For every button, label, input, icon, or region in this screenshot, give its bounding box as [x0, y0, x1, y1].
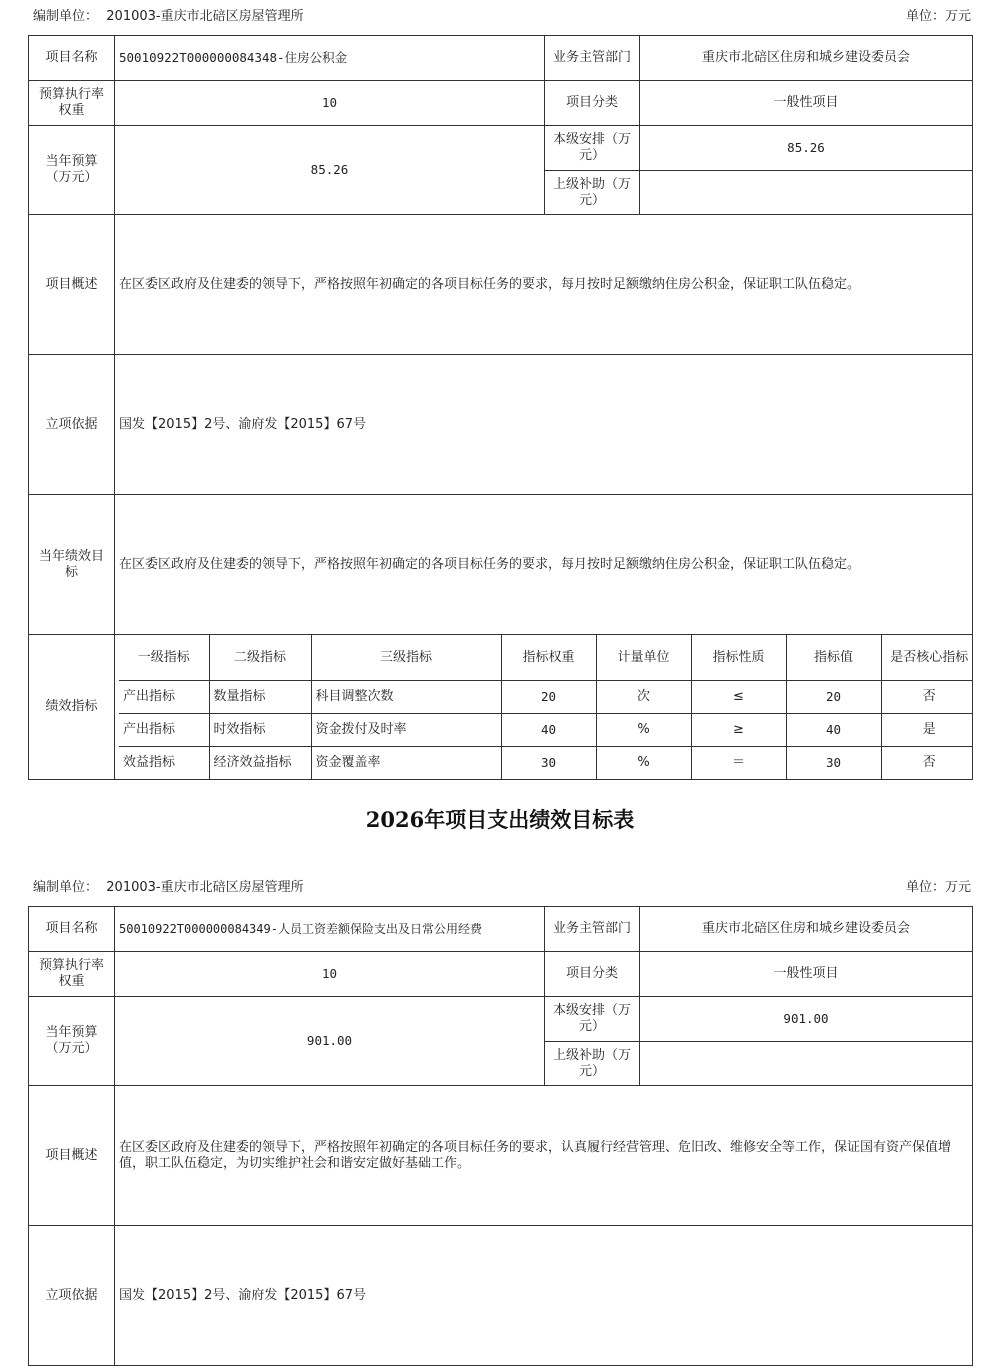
indicator-header: 指标权重 — [501, 635, 596, 680]
label-overview: 项目概述 — [29, 215, 115, 355]
label-weight: 预算执行率权重 — [29, 81, 115, 126]
indicator-cell: 30 — [501, 746, 596, 779]
section1-table — [28, 35, 973, 780]
section1-header — [29, 5, 971, 23]
indicator-cell: % — [596, 746, 691, 779]
indicator-cell: ＝ — [691, 746, 786, 779]
indicator-cell: 资金拨付及时率 — [311, 713, 501, 746]
label-overview: 项目概述 — [29, 1086, 115, 1226]
label-budget: 当年预算（万元） — [29, 126, 115, 215]
project-name-value: 50010922T000000084349-人员工资差额保险支出及日常公用经费 — [115, 907, 545, 952]
dept-value: 重庆市北碚区住房和城乡建设委员会 — [640, 36, 973, 81]
section2-header — [29, 876, 971, 894]
indicator-header: 是否核心指标 — [881, 635, 973, 680]
label-category: 项目分类 — [545, 81, 640, 126]
indicator-cell: 20 — [786, 680, 881, 713]
label-dept: 业务主管部门 — [545, 36, 640, 81]
indicators-table — [119, 635, 973, 779]
this-level-value: 85.26 — [640, 126, 973, 171]
currency-unit: 单位：万元 — [905, 9, 971, 24]
label-dept: 业务主管部门 — [545, 907, 640, 952]
budget-value: 901.00 — [115, 997, 545, 1086]
label-basis: 立项依据 — [29, 1226, 115, 1366]
indicator-header: 三级指标 — [311, 635, 501, 680]
label-upper: 上级补助（万元） — [545, 1042, 640, 1086]
label-goal: 当年绩效目标 — [29, 495, 115, 635]
indicator-row — [119, 680, 973, 713]
indicator-header: 二级指标 — [209, 635, 311, 680]
basis-value: 国发【2015】2号、渝府发【2015】67号 — [115, 355, 973, 495]
indicator-cell: ≥ — [691, 713, 786, 746]
label-project-name: 项目名称 — [29, 36, 115, 81]
label-this-level: 本级安排（万元） — [545, 126, 640, 171]
indicator-cell: 产出指标 — [119, 713, 209, 746]
upper-value — [640, 1042, 973, 1086]
label-basis: 立项依据 — [29, 355, 115, 495]
label-indicators: 绩效指标 — [29, 635, 115, 780]
org-unit: 编制单位： 201003-重庆市北碚区房屋管理所 — [33, 880, 304, 895]
indicator-cell: 否 — [881, 746, 973, 779]
indicator-cell: 30 — [786, 746, 881, 779]
category-value: 一般性项目 — [640, 952, 973, 997]
dept-value: 重庆市北碚区住房和城乡建设委员会 — [640, 907, 973, 952]
indicator-cell: 数量指标 — [209, 680, 311, 713]
indicator-header: 计量单位 — [596, 635, 691, 680]
label-upper: 上级补助（万元） — [545, 171, 640, 215]
budget-value: 85.26 — [115, 126, 545, 215]
indicator-cell: 是 — [881, 713, 973, 746]
goal-value: 在区委区政府及住建委的领导下，严格按照年初确定的各项目标任务的要求，每月按时足额缴纳住房公积金，保证职工队伍稳定。 — [115, 495, 973, 635]
indicator-cell: 经济效益指标 — [209, 746, 311, 779]
indicator-cell: 科目调整次数 — [311, 680, 501, 713]
currency-unit: 单位：万元 — [905, 880, 971, 895]
indicator-cell: 产出指标 — [119, 680, 209, 713]
indicators-cell — [115, 635, 973, 780]
label-this-level: 本级安排（万元） — [545, 997, 640, 1042]
this-level-value: 901.00 — [640, 997, 973, 1042]
indicator-cell: % — [596, 713, 691, 746]
category-value: 一般性项目 — [640, 81, 973, 126]
section2-table — [28, 906, 973, 1366]
org-unit: 编制单位： 201003-重庆市北碚区房屋管理所 — [33, 9, 304, 24]
indicator-cell: 40 — [501, 713, 596, 746]
indicator-header: 一级指标 — [119, 635, 209, 680]
page-title: 2026年项目支出绩效目标表 — [365, 807, 635, 832]
indicator-cell: ≤ — [691, 680, 786, 713]
label-category: 项目分类 — [545, 952, 640, 997]
label-budget: 当年预算（万元） — [29, 997, 115, 1086]
overview-value: 在区委区政府及住建委的领导下，严格按照年初确定的各项目标任务的要求，每月按时足额缴纳住房公积金，保证职工队伍稳定。 — [115, 215, 973, 355]
indicator-cell: 资金覆盖率 — [311, 746, 501, 779]
project-name-value: 50010922T000000084348-住房公积金 — [115, 36, 545, 81]
indicator-row — [119, 713, 973, 746]
indicator-cell: 40 — [786, 713, 881, 746]
upper-value — [640, 171, 973, 215]
label-weight: 预算执行率权重 — [29, 952, 115, 997]
indicator-cell: 效益指标 — [119, 746, 209, 779]
indicator-header: 指标值 — [786, 635, 881, 680]
indicator-header: 指标性质 — [691, 635, 786, 680]
indicator-cell: 20 — [501, 680, 596, 713]
weight-value: 10 — [115, 952, 545, 997]
weight-value: 10 — [115, 81, 545, 126]
indicator-row — [119, 746, 973, 779]
indicator-cell: 否 — [881, 680, 973, 713]
overview-value: 在区委区政府及住建委的领导下，严格按照年初确定的各项目标任务的要求，认真履行经营管理、危旧改、维修安全等工作，保证国有资产保值增值，职工队伍稳定，为切实维护社会和谐安定做好基础工作。 — [115, 1086, 973, 1226]
label-project-name: 项目名称 — [29, 907, 115, 952]
indicator-cell: 次 — [596, 680, 691, 713]
indicator-cell: 时效指标 — [209, 713, 311, 746]
basis-value: 国发【2015】2号、渝府发【2015】67号 — [115, 1226, 973, 1366]
